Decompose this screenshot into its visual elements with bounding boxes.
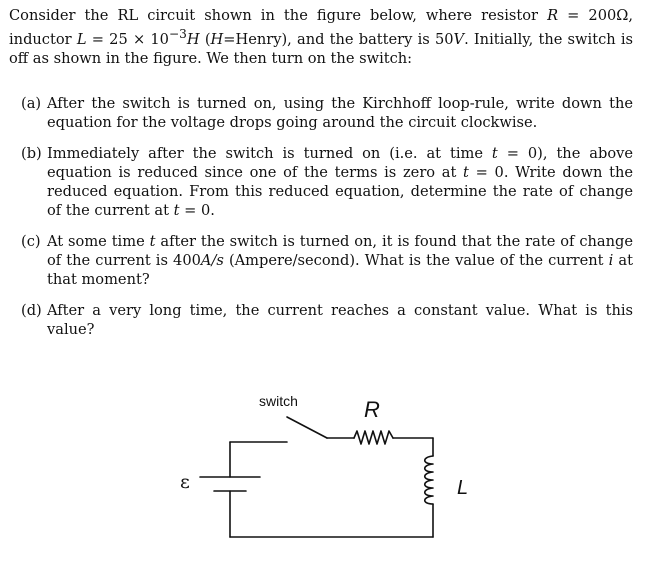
question-label: (c) [21,232,41,250]
resistor-symbol: R [547,7,559,24]
question-text: = 0. Write down the reduced equation. From this reduced equation, determine the rate of change of the current at [47,163,633,219]
time-symbol: t [149,232,156,250]
question-text: = 0. [179,201,215,219]
volt-symbol: V [453,30,465,48]
intro-ending: . Initially, the switch is off as shown in the figure. We then turn on the switch: [9,30,634,67]
current-symbol: i [608,251,614,269]
question-text: Immediately after the switch is turned on (i.e. at time [47,144,492,162]
emf-label: ε [180,471,190,493]
switch-label: switch [259,393,298,409]
resistor-value: = 200Ω, inductor [9,7,633,48]
inductor-label: L [457,477,469,499]
resistor-label: R [364,397,380,422]
inductor-value: = 25 × 10 [86,30,169,48]
question-text: At some time [47,232,150,250]
paren-open: ( [199,30,211,48]
question-text: = 0), the above equation is reduced since one of the terms is zero at [47,144,633,181]
question-label: (a) [21,94,42,112]
intro-text: Consider the RL circuit shown in the figure below, where resistor [9,7,538,24]
question-text: at that moment? [47,251,633,288]
inductor-symbol: L [76,30,87,48]
question-text: after the switch is turned on, it is found that the rate of change of the current is 400 [47,232,633,269]
switch-arm [287,417,327,438]
time-symbol: t [173,201,180,219]
inductor-exponent: −3 [168,27,187,41]
battery-text: =Henry), and the battery is 50 [223,30,454,48]
question-text: After a very long time, the current reaches a constant value. What is this value? [47,301,633,338]
question-text: (Ampere/second). What is the value of the current [223,251,609,269]
question-text: After the switch is turned on, using the Kirchhoff loop-rule, write down the equation for the voltage drops going around the circuit clockwise. [47,94,633,131]
henry-symbol: H [186,30,200,48]
time-symbol: t [491,144,498,162]
unit-symbol: A/s [200,251,224,269]
question-label: (d) [21,301,42,319]
henry-symbol-2: H [210,30,224,48]
resistor [354,431,393,444]
time-symbol: t [463,163,469,181]
inductor [425,456,433,504]
question-label: (b) [21,144,42,162]
